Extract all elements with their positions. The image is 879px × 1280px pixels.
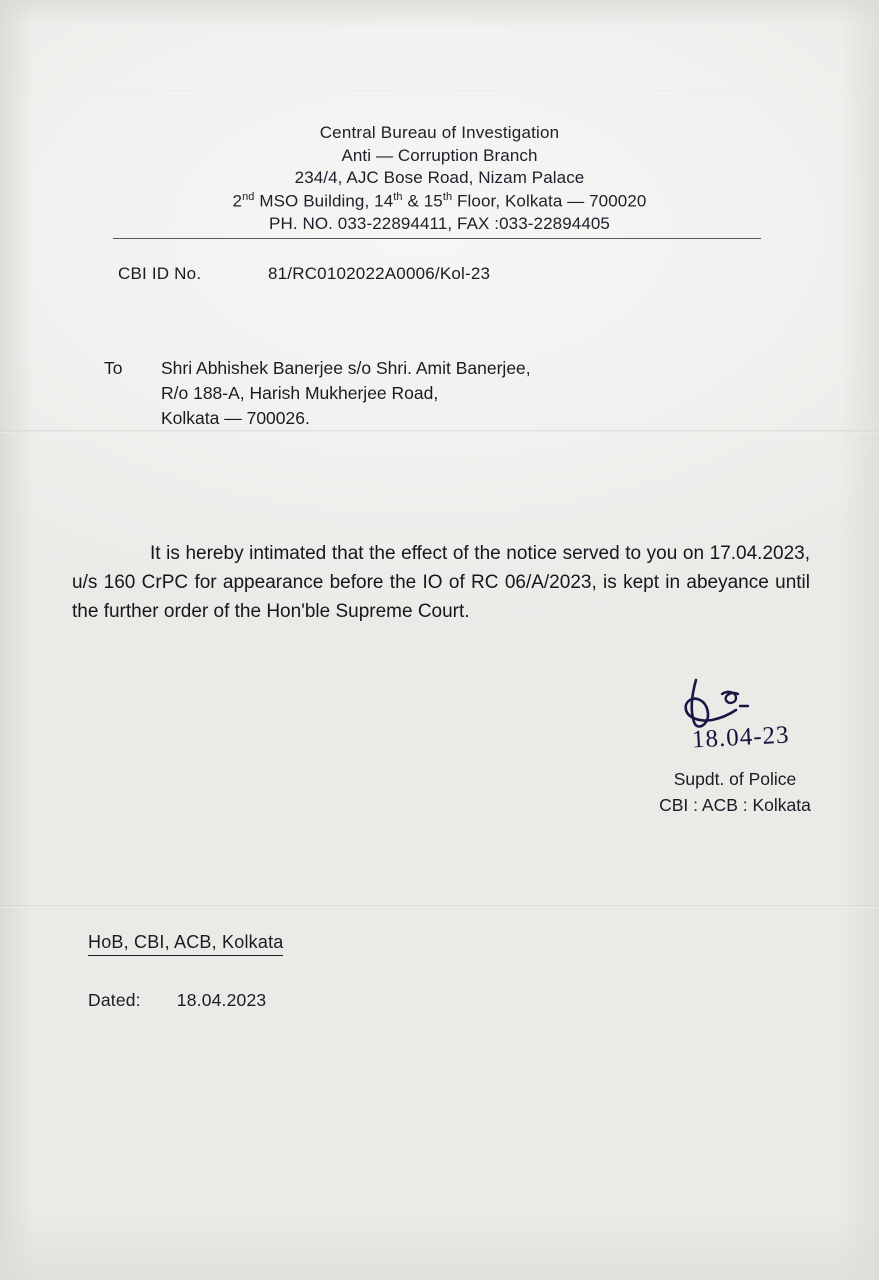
ordinal-suffix: th: [442, 190, 453, 203]
recipient-address-line-2: Kolkata — 700026.: [161, 407, 310, 428]
copy-to-line: HoB, CBI, ACB, Kolkata: [88, 932, 283, 956]
designation-line-2: CBI : ACB : Kolkata: [659, 795, 811, 816]
reference-number-row: [118, 264, 490, 284]
signatory-designation: [600, 766, 870, 819]
reference-label: CBI ID No.: [118, 264, 202, 283]
dated-value: 18.04.2023: [176, 990, 267, 1010]
address-line-1: 234/4, AJC Bose Road, Nizam Palace: [294, 168, 585, 188]
letter-body-text: It is hereby intimated that the effect of the notice served to you on 17.04.2023, u/s 160 CrPC for appearance before the IO of RC 06/A/2023, is kept in abeyance until the further order of the Hon'ble Supreme Court.: [72, 543, 810, 622]
signature-block: [600, 680, 870, 819]
address-floor-second: & 15: [402, 191, 443, 211]
address-floor-prefix: 2: [232, 191, 243, 211]
ordinal-suffix: nd: [242, 190, 255, 203]
branch-name: Anti — Corruption Branch: [341, 145, 538, 165]
letter-body: [72, 540, 810, 627]
address-city: Floor, Kolkata — 700020: [452, 191, 647, 211]
contact-line: PH. NO. 033-22894411, FAX :033-22894405: [269, 214, 610, 234]
recipient-address-line-1: R/o 188-A, Harish Mukherjee Road,: [161, 382, 439, 403]
header-divider: [113, 238, 761, 239]
address-line-2: [0, 190, 879, 213]
signature-mark: [600, 680, 870, 754]
designation-line-1: Supdt. of Police: [673, 769, 797, 789]
reference-value: 81/RC0102022A0006/Kol-23: [268, 264, 491, 283]
address-building: MSO Building, 14: [254, 191, 394, 211]
recipient-name: Shri Abhishek Banerjee s/o Shri. Amit Banerjee,: [161, 358, 531, 378]
dated-row: [88, 990, 266, 1011]
letterhead: [0, 122, 879, 236]
organization-name: Central Bureau of Investigation: [319, 123, 560, 142]
dated-label: Dated:: [88, 990, 141, 1010]
ordinal-suffix: th: [393, 190, 403, 203]
handwritten-date: 18.04-23: [691, 721, 791, 754]
recipient-block: [104, 356, 531, 431]
to-label: To: [104, 358, 123, 378]
